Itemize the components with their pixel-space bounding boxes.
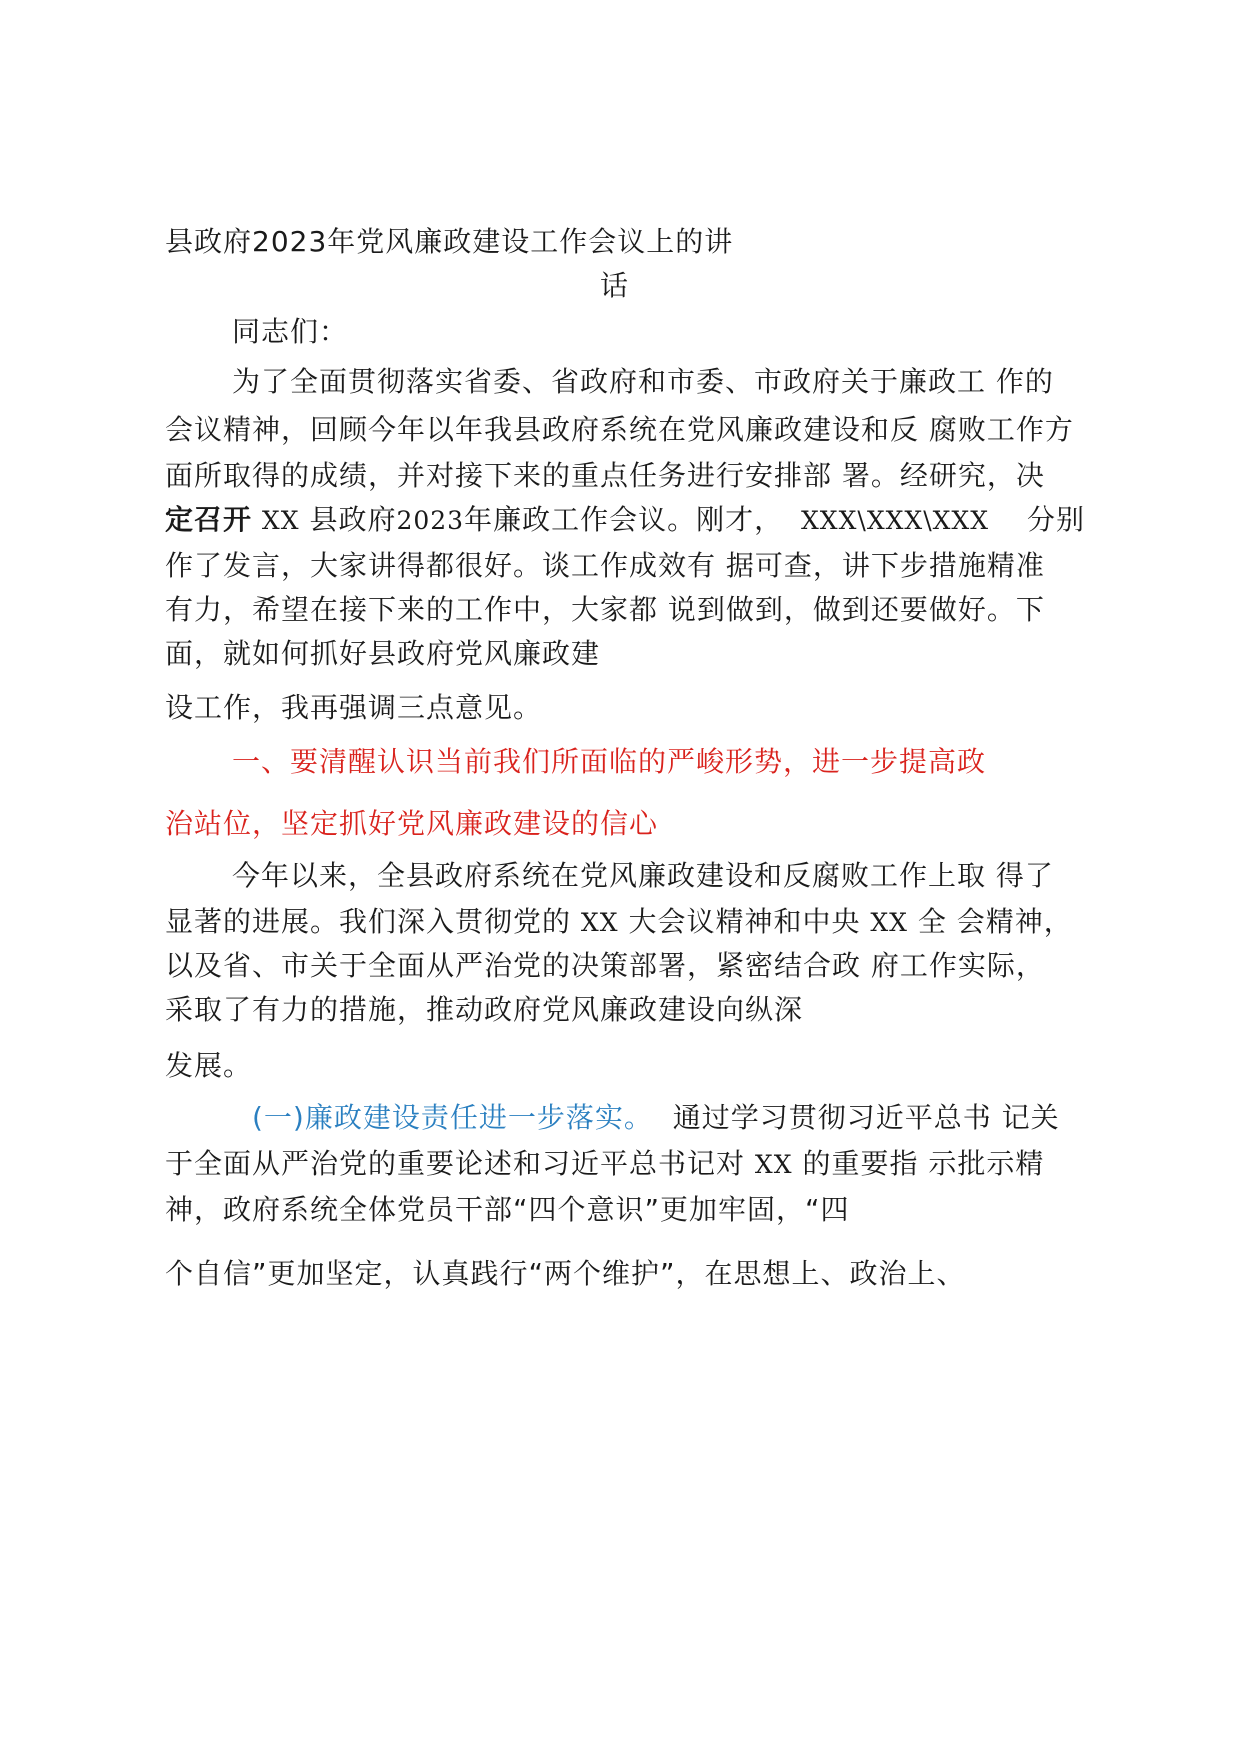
text-segment: 于全面从严治党的重要论述和习近平总书记对 — [165, 1147, 746, 1180]
title-line-2: 话 — [600, 269, 630, 302]
placeholder-text: XX — [754, 1150, 793, 1179]
paragraph-1-line-3: 面所取得的成绩，并对接下来的重点任务进行安排部 署。经研究，决 — [165, 459, 1045, 492]
text-segment: 大会议精神和中央 — [628, 905, 861, 938]
greeting: 同志们： — [232, 315, 349, 348]
paragraph-1-line-8: 设工作，我再强调三点意见。 — [165, 691, 543, 724]
placeholder-text: XX — [261, 506, 300, 535]
paragraph-2-line-4: 采取了有力的措施，推动政府党风廉政建设向纵深 — [165, 993, 804, 1026]
paragraph-2-line-3: 以及省、市关于全面从严治党的决策部署，紧密结合政 府工作实际， — [165, 949, 1045, 982]
subsection-1-line-2 — [165, 1144, 1044, 1185]
text-segment: 定召开 — [165, 503, 253, 536]
placeholder-names: XXX\XXX\XXX — [801, 506, 990, 535]
placeholder-text: XX — [870, 908, 908, 937]
text-segment: 通过学习贯彻习近平总书 记关 — [672, 1101, 1060, 1134]
text-segment: 县政府 — [309, 503, 397, 536]
paragraph-1-line-7: 面，就如何抓好县政府党风廉政建 — [165, 637, 601, 670]
text-segment: 分别 — [1026, 503, 1085, 536]
paragraph-1-line-6: 有力，希望在接下来的工作中，大家都 说到做到，做到还要做好。下 — [165, 593, 1045, 626]
paragraph-1-line-4 — [165, 500, 1085, 541]
text-segment: 年廉政工作会议。刚才， — [464, 503, 784, 536]
paragraph-2-line-5: 发展。 — [165, 1049, 253, 1082]
section-heading-1-line-2: 治站位，坚定抓好党风廉政建设的信心 — [165, 807, 659, 840]
paragraph-2-line-1: 今年以来，全县政府系统在党风廉政建设和反腐败工作上取 得了 — [232, 859, 1054, 892]
section-heading-1-line-1: 一、要清醒认识当前我们所面临的严峻形势，进一步提高政 — [232, 745, 987, 778]
subsection-1-line-3: 神，政府系统全体党员干部“四个意识”更加牢固，“四 — [165, 1193, 850, 1226]
text-segment: 显著的进展。我们深入贯彻党的 — [165, 905, 572, 938]
subsection-heading: (一)廉政建设责任进一步落实。 — [252, 1101, 653, 1134]
text-segment: 全 会精神， — [917, 905, 1073, 938]
year-text: 2023 — [396, 506, 465, 535]
paragraph-2-line-2 — [165, 902, 1073, 943]
text-segment: 的重要指 示批示精 — [802, 1147, 1045, 1180]
title-line-1: 县政府2023年党风廉政建设工作会议上的讲 — [165, 225, 734, 258]
subsection-1-line-4: 个自信”更加坚定，认真践行“两个维护”，在思想上、政治上、 — [165, 1257, 966, 1290]
subsection-1-line-1 — [252, 1098, 1060, 1138]
paragraph-1-line-2: 会议精神，回顾今年以年我县政府系统在党风廉政建设和反 腐败工作方 — [165, 413, 1074, 446]
placeholder-text: XX — [580, 908, 619, 937]
paragraph-1-line-1: 为了全面贯彻落实省委、省政府和市委、市政府关于廉政工 作的 — [232, 365, 1054, 398]
paragraph-1-line-5: 作了发言，大家讲得都很好。谈工作成效有 据可查，讲下步措施精准 — [165, 549, 1045, 582]
